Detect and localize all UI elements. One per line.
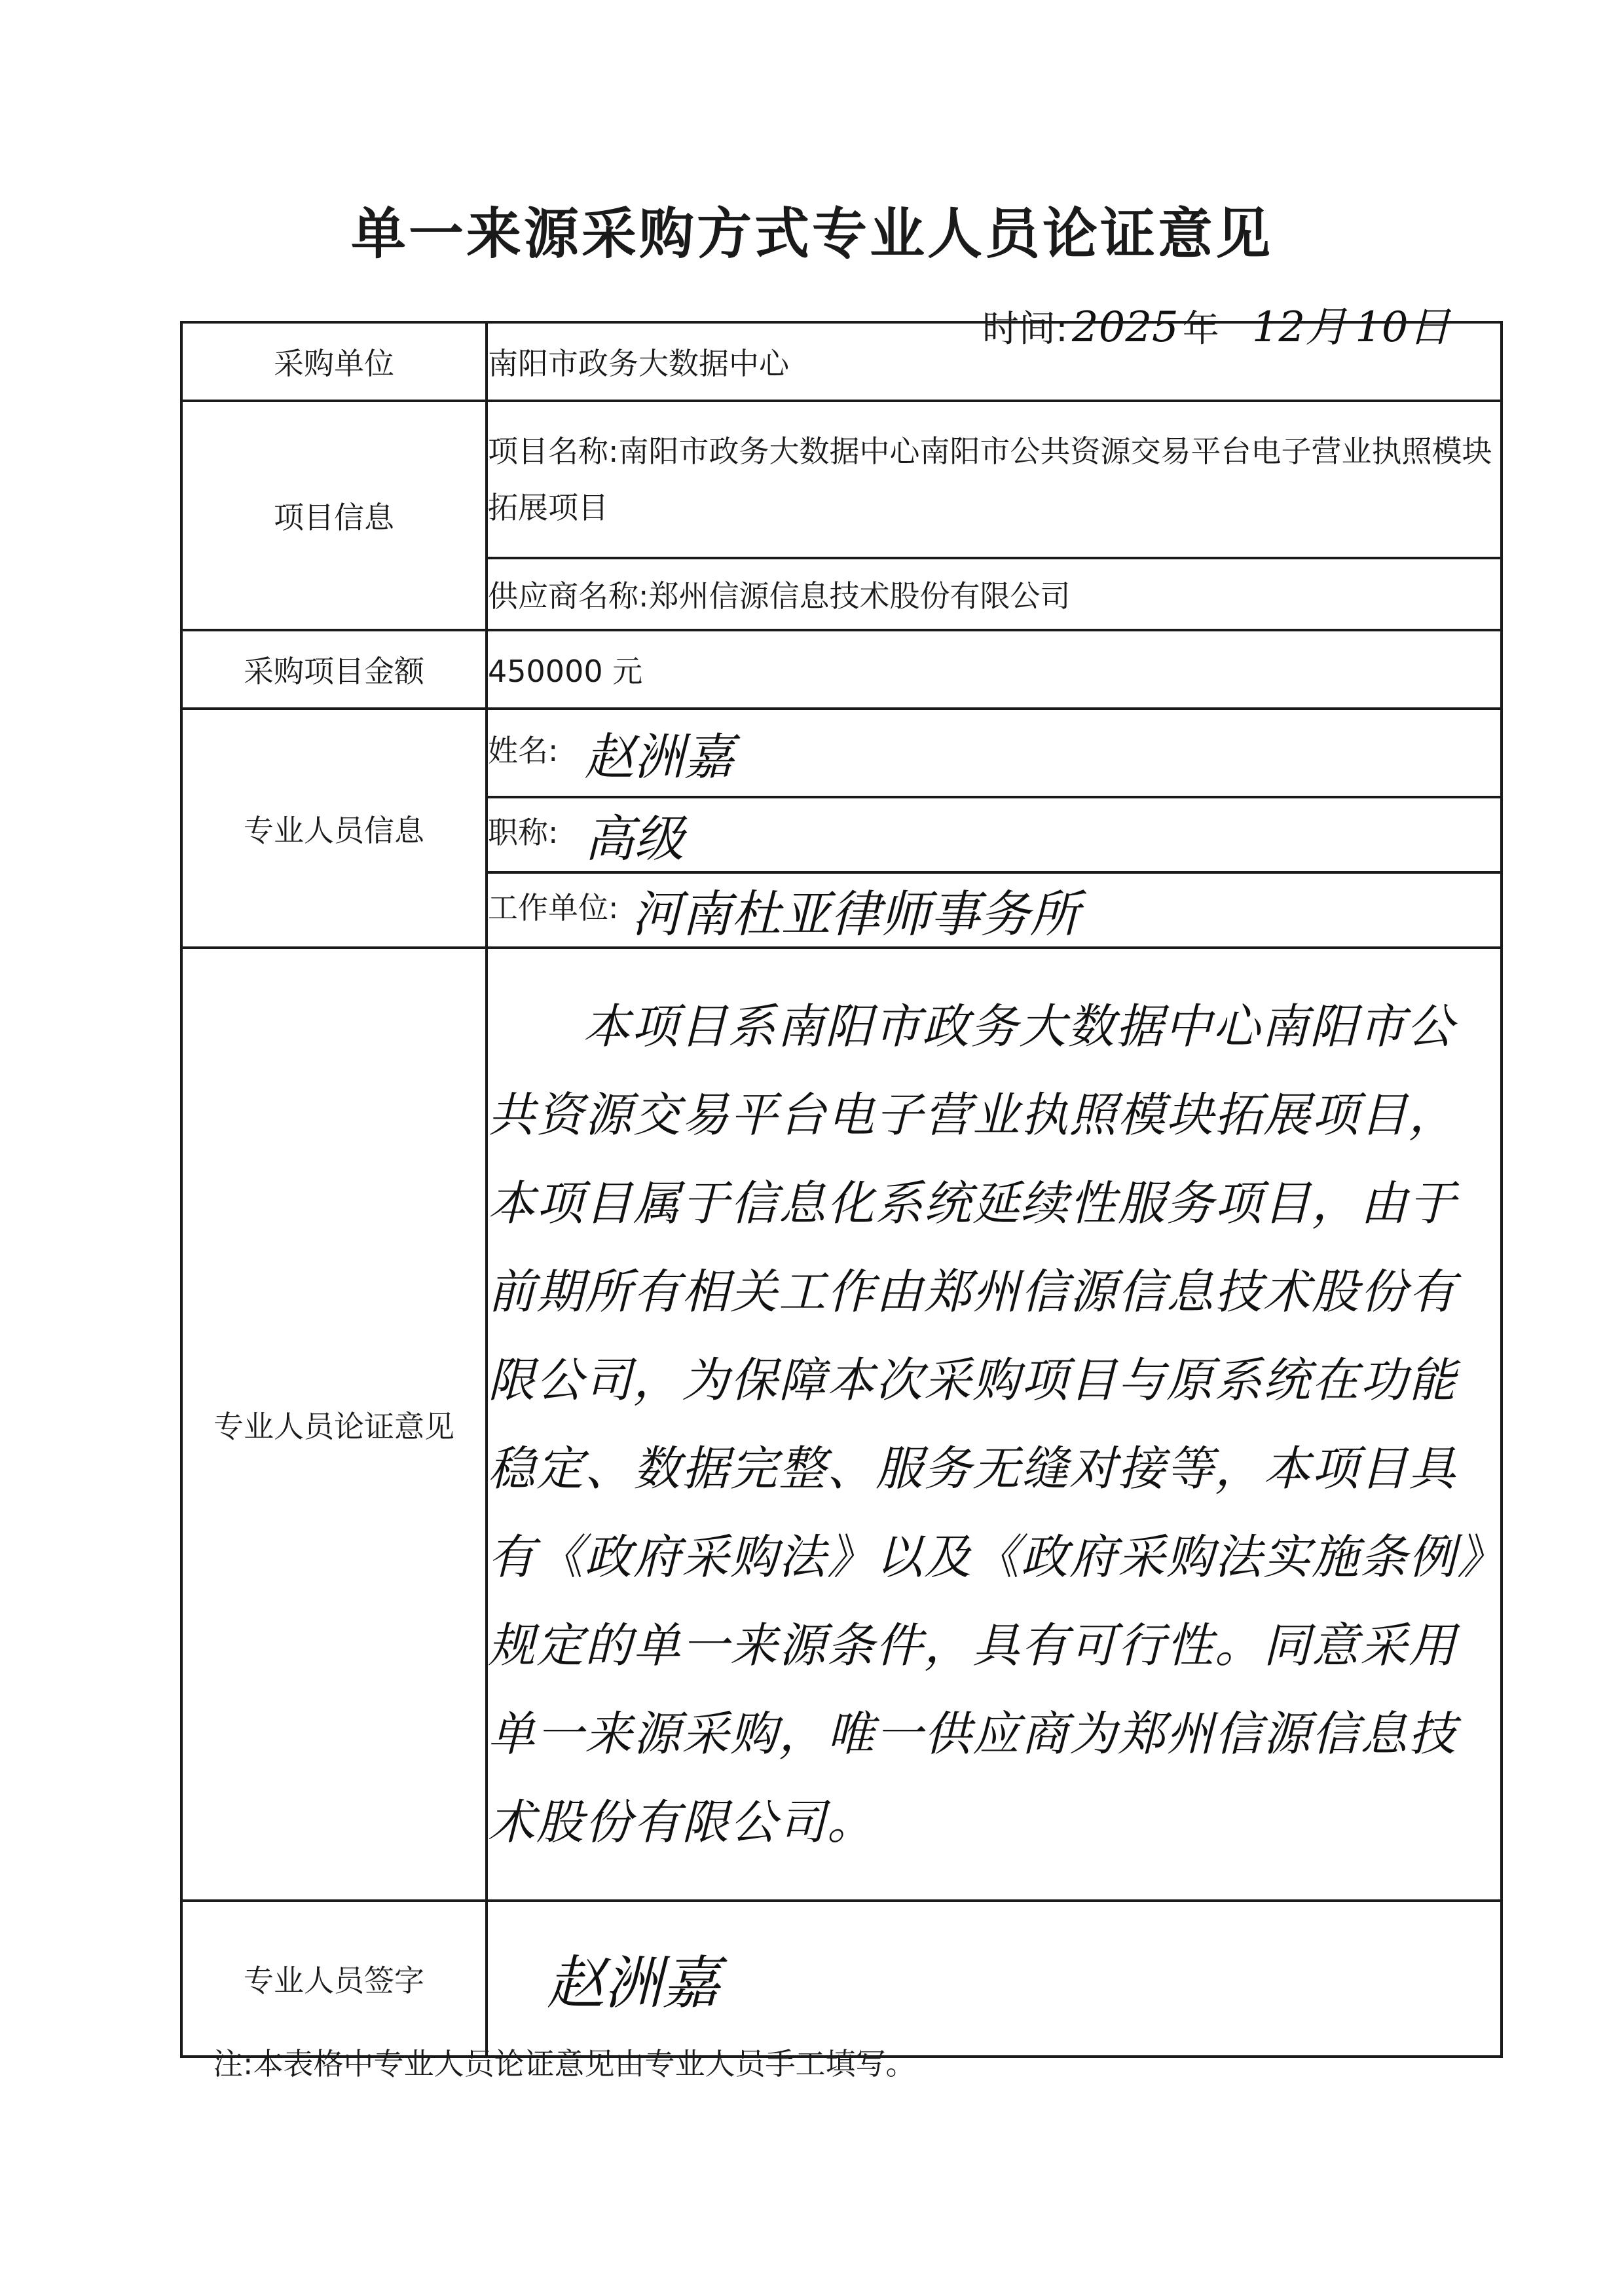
signature-cell bbox=[487, 1901, 1502, 2057]
expert-title-value: 高级 bbox=[584, 810, 684, 868]
project-name-value: 南阳市政务大数据中心南阳市公共资源交易平台电子营业执照模块拓展项目 bbox=[488, 434, 1492, 525]
date-day: 10日 bbox=[1355, 303, 1450, 352]
supplier-cell bbox=[487, 558, 1502, 630]
opinion-label: 专业人员论证意见 bbox=[181, 948, 487, 1901]
expert-title-label: 职称: bbox=[488, 815, 559, 850]
date-label: 时间: bbox=[982, 308, 1068, 350]
supplier-label: 供应商名称: bbox=[488, 578, 649, 614]
expert-unit-label: 工作单位: bbox=[488, 890, 619, 925]
row-opinion bbox=[181, 948, 1502, 1901]
row-project-name bbox=[181, 401, 1502, 558]
date-month: 12月 bbox=[1251, 303, 1348, 352]
page-title: 单一来源采购方式专业人员论证意见 bbox=[350, 202, 1273, 266]
expert-name-cell bbox=[487, 709, 1502, 797]
supplier-value: 郑州信源信息技术股份有限公司 bbox=[648, 578, 1071, 614]
footnote: 注:本表格中专业人员论证意见由专业人员手工填写。 bbox=[213, 2046, 916, 2081]
expert-name-value: 赵洲嘉 bbox=[584, 728, 734, 786]
signature-label: 专业人员签字 bbox=[181, 1901, 487, 2057]
project-name-cell bbox=[487, 401, 1502, 558]
purchaser-label: 采购单位 bbox=[181, 322, 487, 401]
expert-unit-cell bbox=[487, 872, 1502, 948]
purchaser-value: 南阳市政务大数据中心 bbox=[487, 322, 1502, 401]
project-label: 项目信息 bbox=[181, 401, 487, 630]
row-expert-name bbox=[181, 709, 1502, 797]
amount-value: 450000 元 bbox=[487, 630, 1502, 709]
expert-signature: 赵洲嘉 bbox=[547, 1949, 720, 2017]
amount-label: 采购项目金额 bbox=[181, 630, 487, 709]
expert-label: 专业人员信息 bbox=[181, 709, 487, 948]
opinion-text: 本项目系南阳市政务大数据中心南阳市公共资源交易平台电子营业执照模块拓展项目，本项目属于信息化系统延续性服务项目，由于前期所有相关工作由郑州信源信息技术股份有限公司，为保障本次采购项目与原系统在功能稳定、数据完整、服务无缝对接等，本项目具有《政府采购法》以及《政府采购法实施条例》规定的单一来源条件，具有可行性。同意采用单一来源采购，唯一供应商为郑州信源信息技术股份有限公司。 bbox=[488, 998, 1483, 1850]
opinion-form-table bbox=[180, 321, 1503, 2058]
date-year-suffix: 年 bbox=[1182, 308, 1219, 350]
expert-unit-value: 河南杜亚律师事务所 bbox=[631, 885, 1080, 943]
opinion-cell bbox=[487, 948, 1502, 1901]
date-year: 2025 bbox=[1071, 303, 1179, 352]
expert-title-cell bbox=[487, 797, 1502, 872]
project-name-label: 项目名称: bbox=[488, 434, 619, 469]
row-signature bbox=[181, 1901, 1502, 2057]
expert-name-label: 姓名: bbox=[488, 733, 559, 768]
row-purchaser bbox=[181, 322, 1502, 401]
row-amount bbox=[181, 630, 1502, 709]
